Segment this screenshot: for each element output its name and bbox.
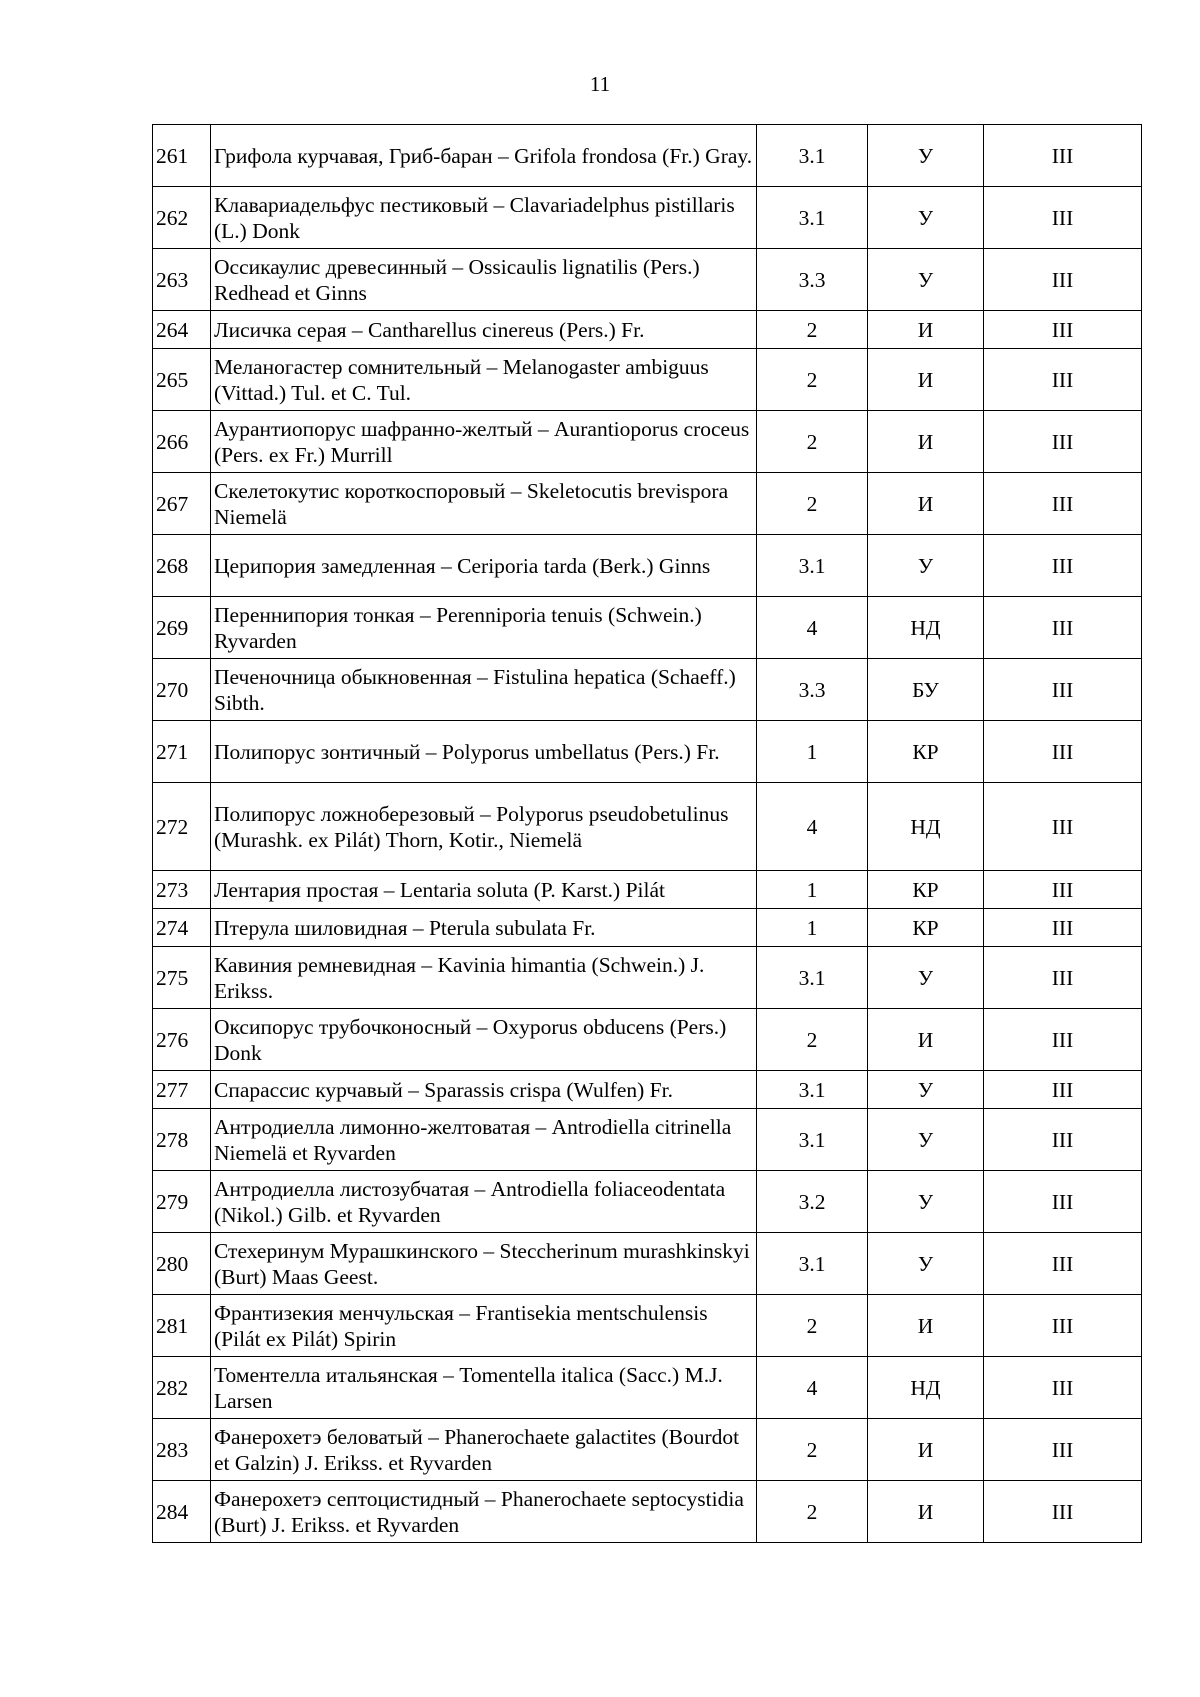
status-cell: И bbox=[868, 1419, 984, 1481]
group-cell: III bbox=[984, 783, 1142, 871]
species-name: Фанерохетэ септоцистидный – Phanerochaete septocystidia (Burt) J. Erikss. et Ryvarden bbox=[211, 1481, 757, 1543]
page-number: 11 bbox=[589, 72, 611, 96]
table-row bbox=[153, 249, 1142, 311]
table-row bbox=[153, 721, 1142, 783]
category-cell: 1 bbox=[757, 871, 868, 909]
row-number: 279 bbox=[153, 1171, 211, 1233]
row-number: 275 bbox=[153, 947, 211, 1009]
category-cell: 4 bbox=[757, 597, 868, 659]
table-row bbox=[153, 783, 1142, 871]
table-row bbox=[153, 1295, 1142, 1357]
row-number: 261 bbox=[153, 125, 211, 187]
status-cell: И bbox=[868, 1009, 984, 1071]
species-name: Грифола курчавая, Гриб-баран – Grifola frondosa (Fr.) Gray. bbox=[211, 125, 757, 187]
species-name: Франтизекия менчульская – Frantisekia mentschulensis (Pilát ex Pilát) Spirin bbox=[211, 1295, 757, 1357]
species-name: Спарассис курчавый – Sparassis crispa (Wulfen) Fr. bbox=[211, 1071, 757, 1109]
status-cell: У bbox=[868, 125, 984, 187]
group-cell: III bbox=[984, 1009, 1142, 1071]
status-cell: И bbox=[868, 349, 984, 411]
row-number: 280 bbox=[153, 1233, 211, 1295]
group-cell: III bbox=[984, 909, 1142, 947]
species-name: Птерула шиловидная – Pterula subulata Fr. bbox=[211, 909, 757, 947]
group-cell: III bbox=[984, 249, 1142, 311]
species-table-body bbox=[153, 125, 1142, 1543]
status-cell: КР bbox=[868, 721, 984, 783]
status-cell: НД bbox=[868, 597, 984, 659]
category-cell: 2 bbox=[757, 411, 868, 473]
table-row bbox=[153, 871, 1142, 909]
table-row bbox=[153, 473, 1142, 535]
row-number: 281 bbox=[153, 1295, 211, 1357]
species-name: Клавариадельфус пестиковый – Clavariadelphus pistillaris (L.) Donk bbox=[211, 187, 757, 249]
category-cell: 2 bbox=[757, 1419, 868, 1481]
status-cell: КР bbox=[868, 909, 984, 947]
table-row bbox=[153, 1009, 1142, 1071]
row-number: 283 bbox=[153, 1419, 211, 1481]
species-table bbox=[152, 124, 1142, 1543]
status-cell: И bbox=[868, 1295, 984, 1357]
species-name: Стехеринум Мурашкинского – Steccherinum murashkinskyi (Burt) Maas Geest. bbox=[211, 1233, 757, 1295]
species-name: Антродиелла лимонно-желтоватая – Antrodiella citrinella Niemelä et Ryvarden bbox=[211, 1109, 757, 1171]
row-number: 282 bbox=[153, 1357, 211, 1419]
table-row bbox=[153, 1233, 1142, 1295]
group-cell: III bbox=[984, 187, 1142, 249]
row-number: 276 bbox=[153, 1009, 211, 1071]
status-cell: И bbox=[868, 411, 984, 473]
species-name: Церипория замедленная – Ceriporia tarda (Berk.) Ginns bbox=[211, 535, 757, 597]
category-cell: 3.1 bbox=[757, 187, 868, 249]
group-cell: III bbox=[984, 473, 1142, 535]
category-cell: 3.1 bbox=[757, 535, 868, 597]
row-number: 268 bbox=[153, 535, 211, 597]
category-cell: 3.3 bbox=[757, 659, 868, 721]
table-row bbox=[153, 1171, 1142, 1233]
category-cell: 3.1 bbox=[757, 1233, 868, 1295]
table-row bbox=[153, 535, 1142, 597]
species-name: Лентария простая – Lentaria soluta (P. Karst.) Pilát bbox=[211, 871, 757, 909]
group-cell: III bbox=[984, 349, 1142, 411]
status-cell: У bbox=[868, 187, 984, 249]
row-number: 269 bbox=[153, 597, 211, 659]
category-cell: 2 bbox=[757, 311, 868, 349]
species-name: Антродиелла листозубчатая – Antrodiella foliaceodentata (Nikol.) Gilb. et Ryvarden bbox=[211, 1171, 757, 1233]
table-row bbox=[153, 187, 1142, 249]
species-name: Переннипория тонкая – Perenniporia tenuis (Schwein.) Ryvarden bbox=[211, 597, 757, 659]
status-cell: У bbox=[868, 1233, 984, 1295]
category-cell: 1 bbox=[757, 721, 868, 783]
species-name: Меланогастер сомнительный – Melanogaster ambiguus (Vittad.) Tul. et C. Tul. bbox=[211, 349, 757, 411]
group-cell: III bbox=[984, 721, 1142, 783]
species-name: Кавиния ремневидная – Kavinia himantia (Schwein.) J. Erikss. bbox=[211, 947, 757, 1009]
row-number: 266 bbox=[153, 411, 211, 473]
group-cell: III bbox=[984, 311, 1142, 349]
row-number: 267 bbox=[153, 473, 211, 535]
category-cell: 2 bbox=[757, 473, 868, 535]
species-name: Полипорус зонтичный – Polyporus umbellatus (Pers.) Fr. bbox=[211, 721, 757, 783]
group-cell: III bbox=[984, 1109, 1142, 1171]
group-cell: III bbox=[984, 597, 1142, 659]
status-cell: БУ bbox=[868, 659, 984, 721]
group-cell: III bbox=[984, 125, 1142, 187]
category-cell: 3.1 bbox=[757, 947, 868, 1009]
species-name: Печеночница обыкновенная – Fistulina hepatica (Schaeff.) Sibth. bbox=[211, 659, 757, 721]
species-name: Лисичка серая – Cantharellus cinereus (Pers.) Fr. bbox=[211, 311, 757, 349]
species-name: Аурантиопорус шафранно-желтый – Aurantioporus croceus (Pers. ex Fr.) Murrill bbox=[211, 411, 757, 473]
group-cell: III bbox=[984, 871, 1142, 909]
row-number: 284 bbox=[153, 1481, 211, 1543]
row-number: 265 bbox=[153, 349, 211, 411]
species-name: Оксипорус трубочконосный – Oxyporus obducens (Pers.) Donk bbox=[211, 1009, 757, 1071]
table-row bbox=[153, 311, 1142, 349]
table-row bbox=[153, 1419, 1142, 1481]
category-cell: 3.1 bbox=[757, 1109, 868, 1171]
table-row bbox=[153, 1071, 1142, 1109]
table-row bbox=[153, 411, 1142, 473]
row-number: 271 bbox=[153, 721, 211, 783]
row-number: 270 bbox=[153, 659, 211, 721]
category-cell: 2 bbox=[757, 349, 868, 411]
table-row bbox=[153, 1357, 1142, 1419]
species-name: Томентелла итальянская – Tomentella italica (Sacc.) M.J. Larsen bbox=[211, 1357, 757, 1419]
status-cell: У bbox=[868, 249, 984, 311]
group-cell: III bbox=[984, 1295, 1142, 1357]
group-cell: III bbox=[984, 1071, 1142, 1109]
category-cell: 2 bbox=[757, 1009, 868, 1071]
category-cell: 3.2 bbox=[757, 1171, 868, 1233]
category-cell: 4 bbox=[757, 783, 868, 871]
group-cell: III bbox=[984, 1171, 1142, 1233]
category-cell: 4 bbox=[757, 1357, 868, 1419]
group-cell: III bbox=[984, 1481, 1142, 1543]
row-number: 263 bbox=[153, 249, 211, 311]
species-name: Скелетокутис короткоспоровый – Skeletocutis brevispora Niemelä bbox=[211, 473, 757, 535]
table-row bbox=[153, 125, 1142, 187]
row-number: 274 bbox=[153, 909, 211, 947]
status-cell: У bbox=[868, 1109, 984, 1171]
status-cell: НД bbox=[868, 1357, 984, 1419]
table-row bbox=[153, 659, 1142, 721]
status-cell: У bbox=[868, 535, 984, 597]
row-number: 264 bbox=[153, 311, 211, 349]
group-cell: III bbox=[984, 947, 1142, 1009]
group-cell: III bbox=[984, 1357, 1142, 1419]
table-row bbox=[153, 947, 1142, 1009]
category-cell: 3.1 bbox=[757, 125, 868, 187]
status-cell: У bbox=[868, 947, 984, 1009]
row-number: 277 bbox=[153, 1071, 211, 1109]
category-cell: 3.3 bbox=[757, 249, 868, 311]
row-number: 262 bbox=[153, 187, 211, 249]
group-cell: III bbox=[984, 659, 1142, 721]
group-cell: III bbox=[984, 411, 1142, 473]
category-cell: 3.1 bbox=[757, 1071, 868, 1109]
species-name: Полипорус ложноберезовый – Polyporus pseudobetulinus (Murashk. ex Pilát) Thorn, Kotir., Niemelä bbox=[211, 783, 757, 871]
category-cell: 2 bbox=[757, 1481, 868, 1543]
group-cell: III bbox=[984, 1233, 1142, 1295]
row-number: 278 bbox=[153, 1109, 211, 1171]
row-number: 273 bbox=[153, 871, 211, 909]
status-cell: И bbox=[868, 473, 984, 535]
species-name: Оссикаулис древесинный – Ossicaulis lignatilis (Pers.) Redhead et Ginns bbox=[211, 249, 757, 311]
table-row bbox=[153, 909, 1142, 947]
table-row bbox=[153, 1481, 1142, 1543]
table-row bbox=[153, 1109, 1142, 1171]
table-row bbox=[153, 349, 1142, 411]
status-cell: И bbox=[868, 1481, 984, 1543]
category-cell: 2 bbox=[757, 1295, 868, 1357]
row-number: 272 bbox=[153, 783, 211, 871]
category-cell: 1 bbox=[757, 909, 868, 947]
status-cell: У bbox=[868, 1171, 984, 1233]
status-cell: КР bbox=[868, 871, 984, 909]
species-name: Фанерохетэ беловатый – Phanerochaete galactites (Bourdot et Galzin) J. Erikss. et Ryvarden bbox=[211, 1419, 757, 1481]
group-cell: III bbox=[984, 535, 1142, 597]
table-row bbox=[153, 597, 1142, 659]
group-cell: III bbox=[984, 1419, 1142, 1481]
status-cell: У bbox=[868, 1071, 984, 1109]
status-cell: И bbox=[868, 311, 984, 349]
status-cell: НД bbox=[868, 783, 984, 871]
